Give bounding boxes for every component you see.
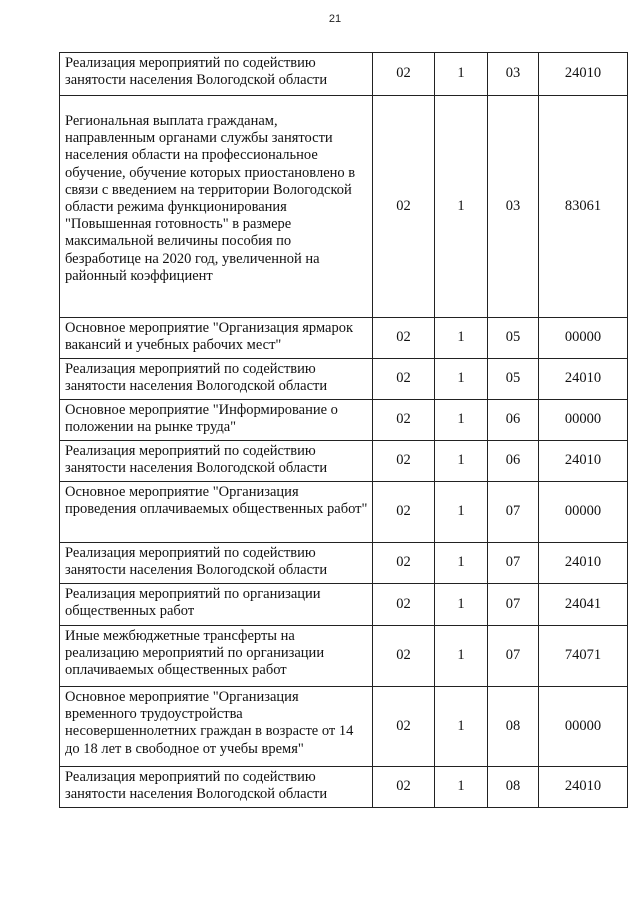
event-code-cell: 06 (488, 441, 539, 482)
direction-code-cell: 24010 (539, 767, 628, 808)
direction-code-cell: 00000 (539, 687, 628, 767)
row-name-cell: Иные межбюджетные трансферты на реализацию мероприятий по организации оплачиваемых общественных работ (60, 626, 373, 687)
event-code-cell: 06 (488, 400, 539, 441)
row-name-cell: Реализация мероприятий по содействию занятости населения Вологодской области (60, 53, 373, 96)
subprogram-code-cell: 1 (435, 318, 488, 359)
table-row (60, 584, 628, 626)
row-name-cell: Реализация мероприятий по содействию занятости населения Вологодской области (60, 359, 373, 400)
table-row (60, 400, 628, 441)
subprogram-code-cell: 1 (435, 687, 488, 767)
event-code-cell: 07 (488, 584, 539, 626)
event-code-cell: 08 (488, 767, 539, 808)
direction-code-cell: 24010 (539, 441, 628, 482)
program-code-cell: 02 (373, 687, 435, 767)
direction-code-cell: 00000 (539, 400, 628, 441)
row-name-cell: Реализация мероприятий по содействию занятости населения Вологодской области (60, 441, 373, 482)
direction-code-cell: 00000 (539, 482, 628, 543)
program-code-cell: 02 (373, 318, 435, 359)
row-name-cell: Реализация мероприятий по организации общественных работ (60, 584, 373, 626)
event-code-cell: 03 (488, 53, 539, 96)
event-code-cell: 05 (488, 359, 539, 400)
table-row (60, 53, 628, 96)
table-row (60, 543, 628, 584)
program-code-cell: 02 (373, 543, 435, 584)
program-code-cell: 02 (373, 767, 435, 808)
subprogram-code-cell: 1 (435, 441, 488, 482)
row-name-cell: Реализация мероприятий по содействию занятости населения Вологодской области (60, 543, 373, 584)
event-code-cell: 05 (488, 318, 539, 359)
page-number: 21 (328, 13, 342, 25)
program-code-cell: 02 (373, 359, 435, 400)
event-code-cell: 07 (488, 482, 539, 543)
direction-code-cell: 74071 (539, 626, 628, 687)
row-name-cell: Основное мероприятие "Организация ярмарок вакансий и учебных рабочих мест" (60, 318, 373, 359)
program-code-cell: 02 (373, 96, 435, 318)
row-name-cell: Основное мероприятие "Организация проведения оплачиваемых общественных работ" (60, 482, 373, 543)
row-name-cell: Основное мероприятие "Информирование о положении на рынке труда" (60, 400, 373, 441)
event-code-cell: 07 (488, 543, 539, 584)
subprogram-code-cell: 1 (435, 400, 488, 441)
subprogram-code-cell: 1 (435, 482, 488, 543)
program-code-cell: 02 (373, 53, 435, 96)
table-row (60, 767, 628, 808)
event-code-cell: 08 (488, 687, 539, 767)
subprogram-code-cell: 1 (435, 96, 488, 318)
budget-classification-table (59, 52, 628, 808)
event-code-cell: 03 (488, 96, 539, 318)
program-code-cell: 02 (373, 441, 435, 482)
table-row (60, 359, 628, 400)
subprogram-code-cell: 1 (435, 543, 488, 584)
program-code-cell: 02 (373, 400, 435, 441)
subprogram-code-cell: 1 (435, 584, 488, 626)
direction-code-cell: 24041 (539, 584, 628, 626)
direction-code-cell: 83061 (539, 96, 628, 318)
direction-code-cell: 24010 (539, 359, 628, 400)
row-name-cell: Реализация мероприятий по содействию занятости населения Вологодской области (60, 767, 373, 808)
program-code-cell: 02 (373, 626, 435, 687)
table-row (60, 626, 628, 687)
direction-code-cell: 24010 (539, 53, 628, 96)
subprogram-code-cell: 1 (435, 359, 488, 400)
program-code-cell: 02 (373, 482, 435, 543)
row-name-cell: Региональная выплата гражданам, направленным органами службы занятости населения области на профессиональное обучение, обучение которых приостановлено в связи с введением на территории Вологодской области режима функционирования "Повышенная готовность" в размере максимальной величины пособия по безработице на 2020 год, увеличенной на районный коэффициент (60, 96, 373, 318)
subprogram-code-cell: 1 (435, 53, 488, 96)
subprogram-code-cell: 1 (435, 626, 488, 687)
table-row (60, 96, 628, 318)
direction-code-cell: 00000 (539, 318, 628, 359)
table-body (60, 53, 628, 808)
direction-code-cell: 24010 (539, 543, 628, 584)
table-row (60, 318, 628, 359)
table-row (60, 482, 628, 543)
table-row (60, 441, 628, 482)
event-code-cell: 07 (488, 626, 539, 687)
row-name-cell: Основное мероприятие "Организация временного трудоустройства несовершеннолетних граждан в возрасте от 14 до 18 лет в свободное от учебы время" (60, 687, 373, 767)
subprogram-code-cell: 1 (435, 767, 488, 808)
program-code-cell: 02 (373, 584, 435, 626)
table-row (60, 687, 628, 767)
